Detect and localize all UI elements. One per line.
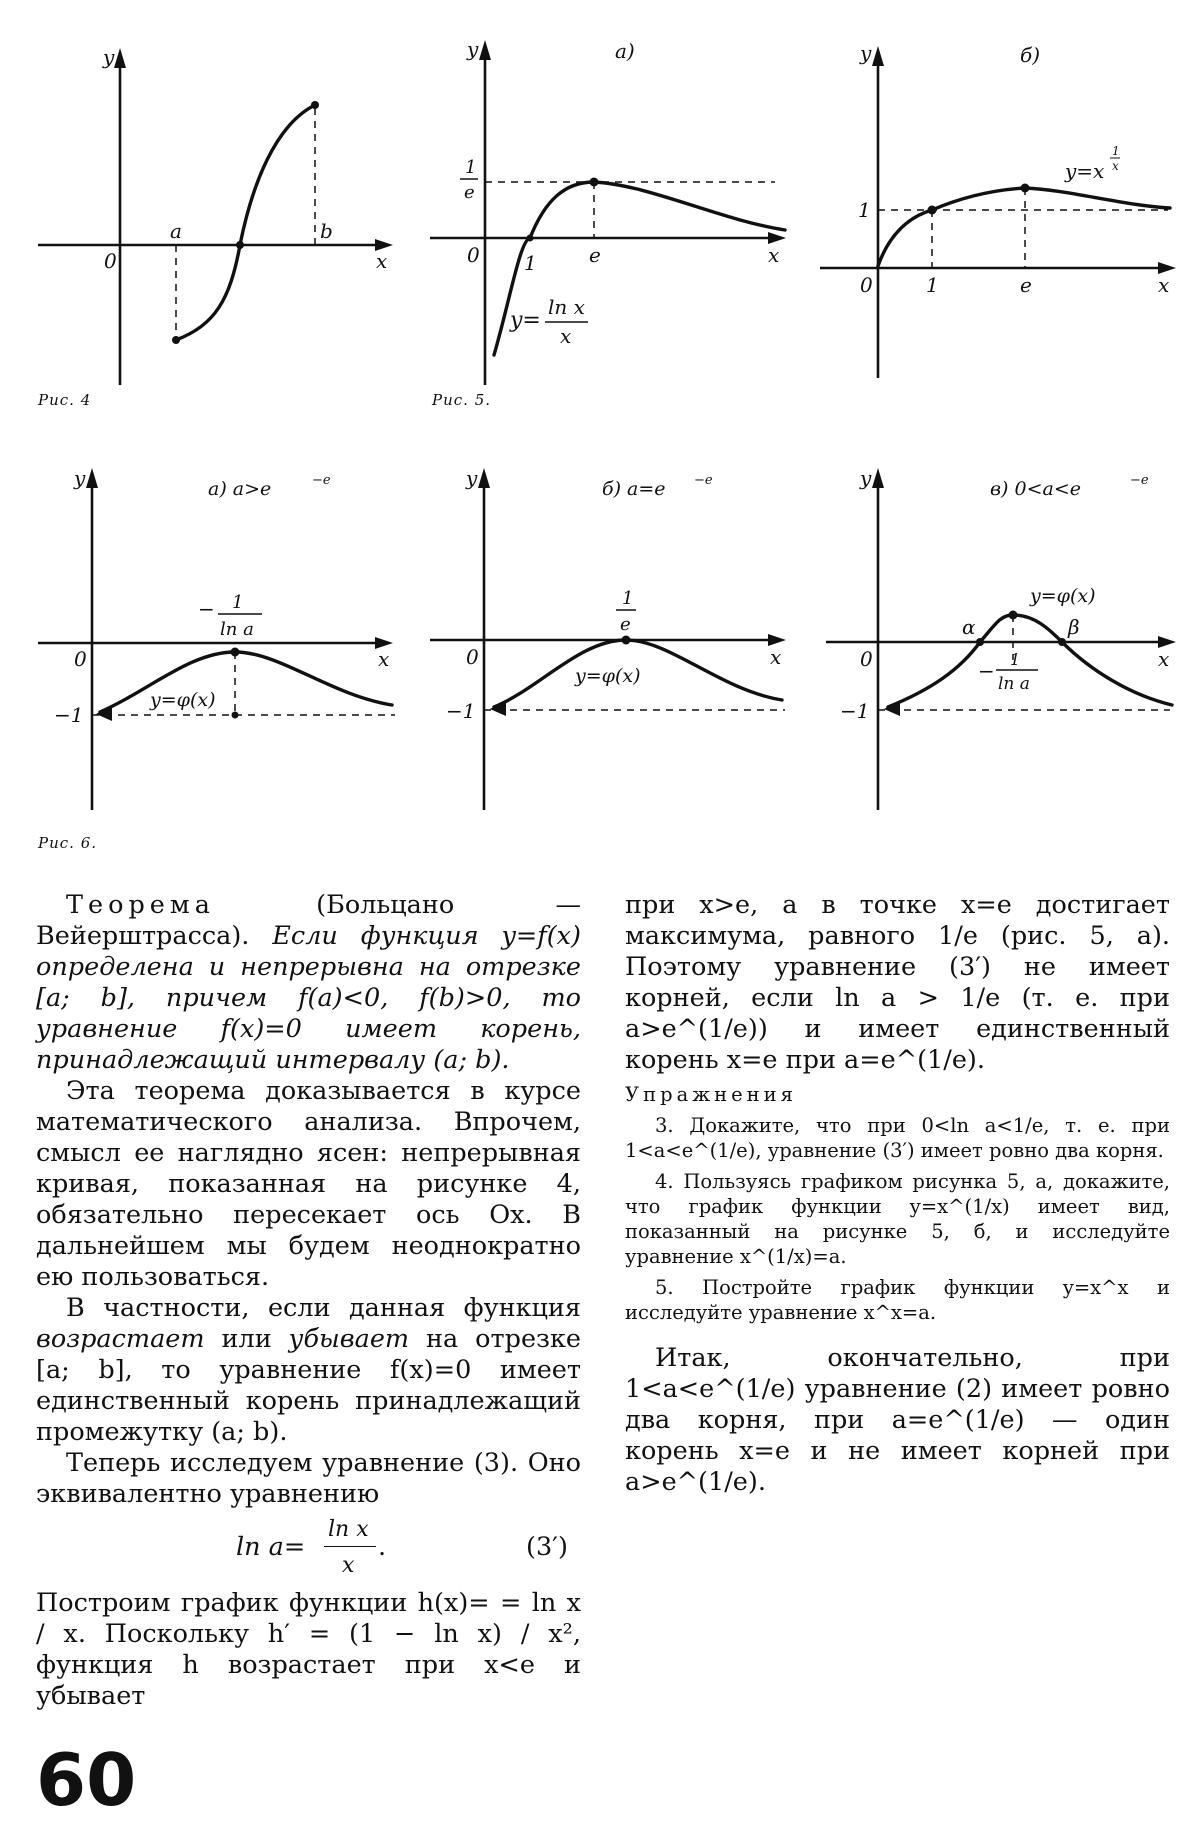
- fig6a-y: y: [74, 466, 86, 490]
- fig6a-x: x: [378, 647, 390, 671]
- fig6c-max-den: ln a: [998, 674, 1030, 694]
- fig6c-minus-one: −1: [840, 699, 870, 723]
- fig6c-y: y: [860, 466, 872, 490]
- fig5a-zero: 0: [467, 243, 480, 267]
- fig5-caption: Рис. 5.: [432, 391, 492, 409]
- paragraph-maximum: при x>e, а в точке x=e достигает максимума, равного 1/e (рис. 5, а). Поэтому уравнение (3′) не имеет корней, если ln a > 1/e (т. е. при a>e^(1/e)) и имеет единственный корень x=e при a=e^(1/e).: [625, 890, 1170, 1075]
- fig6b-minus-one: −1: [446, 699, 476, 723]
- fig4-y-label: y: [103, 45, 115, 69]
- fig6a-max-den: ln a: [220, 619, 254, 640]
- fig6b-x: x: [770, 645, 782, 669]
- fig6c-max-minus: −: [978, 659, 995, 683]
- paragraph-conclusion: Итак, окончательно, при 1<a<e^(1/e) уравнение (2) имеет ровно два корня, при a=e^(1/e) — один корень x=e и не имеет корней при a>e^(1/e).: [625, 1343, 1170, 1497]
- fig5a-func-den: x: [560, 324, 572, 348]
- fig5b-func-exp-num: 1: [1112, 144, 1120, 158]
- fig5b-one-axis: 1: [858, 198, 871, 222]
- equation-tag: (3′): [526, 1532, 568, 1562]
- fig6c-label-sup: −e: [1130, 473, 1149, 488]
- fig5b-y: y: [860, 41, 872, 65]
- theorem-word: Теорема: [66, 890, 215, 920]
- page-number: 60: [36, 1738, 137, 1822]
- fig6a-func: y=φ(x): [150, 689, 216, 711]
- fig5a-one: 1: [524, 251, 537, 275]
- fig6b-max-den: e: [620, 614, 631, 635]
- fig6c-x: x: [1158, 647, 1170, 671]
- fig6b-y: y: [466, 466, 478, 490]
- paragraph-equation-intro: Теперь исследуем уравнение (3). Оно эквивалентно уравнению: [36, 1448, 581, 1509]
- fig6-caption: Рис. 6.: [38, 834, 98, 852]
- fig6b-zero: 0: [466, 645, 479, 669]
- fig5a-func-num: ln x: [548, 295, 585, 319]
- fig6b-label-sup: −e: [694, 473, 713, 488]
- fig6a-max-minus: −: [198, 597, 215, 621]
- fig5a-y: y: [467, 37, 479, 61]
- fig5a-x: x: [768, 243, 780, 267]
- fig6a-minus-one: −1: [54, 703, 84, 727]
- fig6b-max-num: 1: [622, 588, 634, 609]
- fig6c-alpha: α: [962, 615, 976, 639]
- fig6a-label-sup: −e: [312, 473, 331, 488]
- exercise-3: 3. Докажите, что при 0<ln a<1/e, т. е. при 1<a<e^(1/e), уравнение (3′) имеет ровно два корня.: [625, 1114, 1170, 1162]
- fig5b-func-exp-den: x: [1112, 159, 1119, 173]
- fig6a-max-num: 1: [232, 592, 244, 613]
- fig6b-label: б) a=e: [602, 478, 666, 500]
- figure-6c: [0, 0, 1200, 860]
- equation-3prime: ln a= ln x x . (3′): [236, 1517, 568, 1578]
- paragraph-theorem-proof: Эта теорема доказывается в курсе математического анализа. Впрочем, смысл ее наглядно ясен: непрерывная кривая, показанная на рисунке 4, обязательно пересекает ось Ox. В дальнейшем мы будем неоднократно ею пользоваться.: [36, 1076, 581, 1292]
- exercise-5: 5. Постройте график функции y=x^x и исследуйте уравнение x^x=a.: [625, 1276, 1170, 1324]
- fig5b-one-tick: 1: [926, 273, 939, 297]
- exercises-title: Упражнения: [625, 1083, 797, 1106]
- fig4-a: a: [170, 219, 182, 243]
- fig6c-zero: 0: [860, 647, 873, 671]
- fig6c-max-num: 1: [1010, 650, 1021, 669]
- fig6a-label: а) a>e: [208, 478, 272, 500]
- exercise-4: 4. Пользуясь графиком рисунка 5, а, докажите, что график функции y=x^(1/x) имеет вид, показанный на рисунке 5, б, и исследуйте уравнение x^(1/x)=a.: [625, 1170, 1170, 1268]
- fig5a-max-den: e: [464, 182, 475, 203]
- paragraph-monotone: В частности, если данная функция возрастает или убывает на отрезке [a; b], то уравнение f(x)=0 имеет единственный корень принадлежащий промежутку (a; b).: [36, 1293, 581, 1447]
- fig5a-func-left: y=: [510, 308, 541, 333]
- right-column: [625, 890, 1170, 1498]
- paragraph-h-function: Построим график функции h(x)= = ln x / x. Поскольку h′ = (1 − ln x) / x², функция h возрастает при x<e и убывает: [36, 1588, 581, 1711]
- fig6a-zero: 0: [74, 647, 87, 671]
- fig5b-x: x: [1158, 273, 1170, 297]
- fig4-x-label: x: [376, 249, 388, 273]
- fig6c-beta: β: [1068, 615, 1080, 639]
- fig4-caption: Рис. 4: [38, 391, 92, 409]
- theorem-paragraph: Теорема (Больцано — Вейерштрасса). Если функция y=f(x) определена и непрерывна на отрезке [a; b], причем f(a)<0, f(b)>0, то уравнение f(x)=0 имеет корень, принадлежащий интервалу (a; b).: [36, 890, 581, 1075]
- fig5a-label: а): [615, 39, 635, 63]
- fig5b-label: б): [1020, 43, 1041, 67]
- fig5b-func-base: y=x: [1065, 159, 1105, 183]
- fig6c-func: y=φ(x): [1030, 585, 1096, 607]
- fig4-zero: 0: [104, 249, 117, 273]
- fig5b-e: e: [1020, 273, 1032, 297]
- fig5a-e: e: [589, 243, 601, 267]
- fig6b-func: y=φ(x): [575, 665, 641, 687]
- theorem-statement: Если функция y=f(x) определена и непрерывна на отрезке [a; b], причем f(a)<0, f(b)>0, то уравнение f(x)=0 имеет корень, принадлежащий интервалу (a; b).: [36, 921, 581, 1075]
- fig4-b: b: [320, 219, 333, 243]
- left-column: [36, 890, 581, 1712]
- fig5b-zero: 0: [860, 273, 873, 297]
- fig6c-label: в) 0<a<e: [990, 478, 1082, 500]
- fig5a-max-num: 1: [465, 157, 477, 178]
